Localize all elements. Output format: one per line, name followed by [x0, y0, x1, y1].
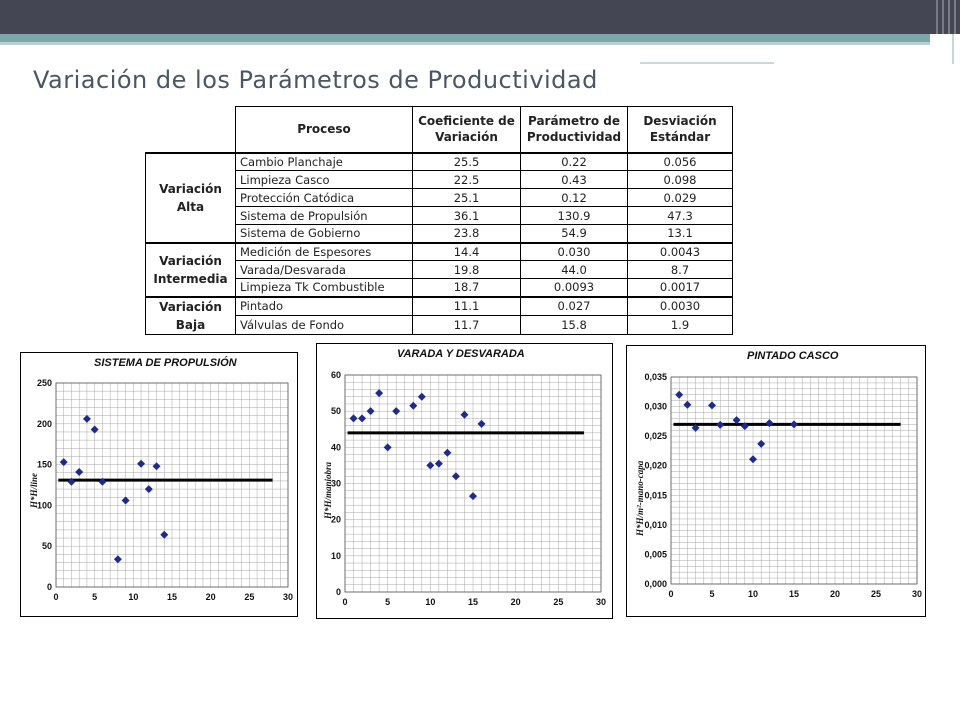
data-point — [452, 472, 460, 480]
data-point — [384, 443, 392, 451]
y-tick-label: 100 — [36, 500, 52, 511]
right-rule — [952, 34, 954, 64]
y-tick-label: 0 — [335, 587, 341, 597]
cell-value: 8.7 — [628, 261, 733, 279]
y-axis-label: H*H/line — [29, 472, 39, 508]
data-point — [716, 421, 724, 429]
data-point — [75, 468, 83, 476]
chart-pintado-casco — [626, 345, 926, 617]
cell-value: 0.0017 — [628, 279, 733, 297]
x-tick-label: 5 — [709, 589, 715, 599]
x-tick-label: 15 — [788, 589, 800, 599]
cell-value: 0.43 — [521, 171, 628, 189]
data-point — [114, 555, 122, 563]
data-point — [60, 458, 68, 466]
cell-value: 0.098 — [628, 171, 733, 189]
y-tick-label: 10 — [330, 550, 341, 561]
y-tick-label: 0,035 — [644, 372, 667, 382]
accent-strip-light — [0, 42, 930, 45]
x-tick-label: 0 — [342, 597, 348, 607]
x-tick-label: 20 — [205, 592, 216, 602]
x-tick-label: 25 — [870, 589, 882, 599]
group-label: Variación Baja — [146, 297, 236, 335]
data-point — [350, 414, 358, 422]
x-tick-label: 10 — [747, 589, 759, 599]
data-point — [426, 461, 434, 469]
cell-value: 44.0 — [521, 261, 628, 279]
data-point — [358, 414, 366, 422]
y-tick-label: 250 — [36, 378, 52, 388]
y-tick-label: 50 — [41, 541, 52, 552]
cell-value: 54.9 — [521, 225, 628, 243]
cell-proceso: Varada/Desvarada — [236, 261, 413, 279]
cell-value: 1.9 — [628, 315, 733, 334]
x-tick-label: 10 — [128, 592, 139, 602]
cell-value: 14.4 — [413, 243, 521, 261]
cell-value: 25.5 — [413, 153, 521, 171]
header-coeficiente: Coeficiente de Variación — [413, 107, 521, 153]
y-axis-label: H*H/m²-mano-capa — [635, 460, 645, 536]
x-tick-label: 30 — [595, 597, 607, 607]
cell-value: 18.7 — [413, 279, 521, 297]
x-tick-label: 25 — [244, 592, 255, 602]
cell-value: 0.0093 — [521, 279, 628, 297]
y-tick-label: 200 — [36, 418, 52, 429]
cell-value: 47.3 — [628, 207, 733, 225]
cell-value: 13.1 — [628, 225, 733, 243]
cell-value: 0.056 — [628, 153, 733, 171]
table-row — [146, 297, 733, 316]
chart-title: SISTEMA DE PROPULSIÓN — [94, 357, 237, 369]
chart-sistema-propulsion — [20, 352, 298, 617]
data-point — [367, 407, 375, 415]
cell-proceso: Limpieza Casco — [236, 171, 413, 189]
data-point — [409, 402, 417, 410]
header-parametro: Parámetro de Productividad — [521, 107, 628, 153]
cell-proceso: Sistema de Propulsión — [236, 207, 413, 225]
chart-plot — [21, 353, 299, 618]
y-tick-label: 30 — [330, 478, 341, 489]
data-point — [137, 460, 145, 468]
slide-title: Variación de los Parámetros de Productividad — [33, 66, 598, 94]
cell-value: 11.7 — [413, 315, 521, 334]
x-tick-label: 0 — [53, 592, 59, 602]
x-tick-label: 10 — [425, 597, 436, 607]
cell-value: 22.5 — [413, 171, 521, 189]
cell-value: 0.12 — [521, 189, 628, 207]
chart-varada-desvarada — [316, 343, 613, 619]
data-point — [790, 420, 798, 428]
cell-value: 0.027 — [521, 297, 628, 316]
data-point — [765, 419, 773, 427]
cell-value: 15.8 — [521, 315, 628, 334]
data-point — [375, 389, 383, 397]
cell-value: 130.9 — [521, 207, 628, 225]
header-desviacion: Desviación Estándar — [628, 107, 733, 153]
x-tick-label: 30 — [911, 589, 923, 599]
group-label: Variación Alta — [146, 153, 236, 243]
y-tick-label: 150 — [36, 459, 52, 470]
table-header-row — [146, 107, 733, 153]
cell-proceso: Pintado — [236, 297, 413, 316]
y-tick-label: 20 — [330, 514, 341, 525]
top-bar — [0, 0, 960, 34]
x-tick-label: 15 — [166, 592, 178, 602]
data-point — [749, 455, 757, 463]
data-point — [418, 393, 426, 401]
data-point — [160, 531, 168, 539]
cell-value: 0.030 — [521, 243, 628, 261]
x-tick-label: 0 — [668, 589, 674, 599]
table-row — [146, 153, 733, 171]
data-point — [435, 460, 443, 468]
x-tick-label: 20 — [510, 597, 521, 607]
cell-proceso: Válvulas de Fondo — [236, 315, 413, 334]
x-tick-label: 5 — [92, 592, 98, 602]
x-tick-label: 30 — [282, 592, 294, 602]
y-tick-label: 50 — [330, 406, 341, 417]
data-point — [675, 391, 683, 399]
y-tick-label: 40 — [330, 442, 341, 453]
data-point — [757, 440, 765, 448]
productivity-table — [145, 106, 733, 335]
y-tick-label: 0 — [46, 582, 52, 592]
y-tick-label: 0,005 — [644, 549, 667, 560]
x-tick-label: 5 — [385, 597, 391, 607]
y-tick-label: 0,030 — [644, 401, 667, 412]
x-tick-label: 20 — [829, 589, 841, 599]
data-point — [153, 462, 161, 470]
y-tick-label: 0,020 — [644, 460, 667, 471]
y-axis-label: H*H/maniobra — [323, 461, 333, 519]
cell-proceso: Protección Catódica — [236, 189, 413, 207]
cell-proceso: Medición de Espesores — [236, 243, 413, 261]
cell-proceso: Sistema de Gobierno — [236, 225, 413, 243]
y-tick-label: 0,010 — [644, 519, 667, 530]
cell-value: 0.0043 — [628, 243, 733, 261]
cell-value: 11.1 — [413, 297, 521, 316]
data-point — [145, 485, 153, 493]
data-point — [91, 426, 99, 434]
cell-value: 0.0030 — [628, 297, 733, 316]
data-point — [83, 415, 91, 423]
chart-plot — [627, 346, 927, 618]
chart-plot — [317, 344, 614, 620]
x-tick-label: 25 — [553, 597, 564, 607]
chart-title: PINTADO CASCO — [747, 350, 839, 362]
data-point — [460, 411, 468, 419]
accent-strip — [0, 34, 930, 42]
cell-value: 0.029 — [628, 189, 733, 207]
chart-title: VARADA Y DESVARADA — [397, 348, 525, 360]
cell-proceso: Limpieza Tk Combustible — [236, 279, 413, 297]
data-point — [708, 401, 716, 409]
decor-lines — [932, 0, 960, 34]
cell-value: 0.22 — [521, 153, 628, 171]
header-proceso: Proceso — [236, 107, 413, 153]
y-tick-label: 60 — [330, 370, 341, 380]
cell-value: 25.1 — [413, 189, 521, 207]
cell-proceso: Cambio Planchaje — [236, 153, 413, 171]
x-tick-label: 15 — [467, 597, 479, 607]
data-point — [122, 497, 130, 505]
y-tick-label: 0,025 — [644, 431, 667, 442]
data-point — [392, 407, 400, 415]
group-label: Variación Intermedia — [146, 243, 236, 297]
data-point — [683, 401, 691, 409]
data-point — [443, 449, 451, 457]
y-tick-label: 0,015 — [644, 490, 667, 501]
title-rule — [640, 62, 774, 64]
y-tick-label: 0,000 — [644, 579, 667, 589]
data-point — [478, 420, 486, 428]
cell-value: 19.8 — [413, 261, 521, 279]
cell-value: 36.1 — [413, 207, 521, 225]
data-point — [469, 492, 477, 500]
cell-value: 23.8 — [413, 225, 521, 243]
table-row — [146, 243, 733, 261]
